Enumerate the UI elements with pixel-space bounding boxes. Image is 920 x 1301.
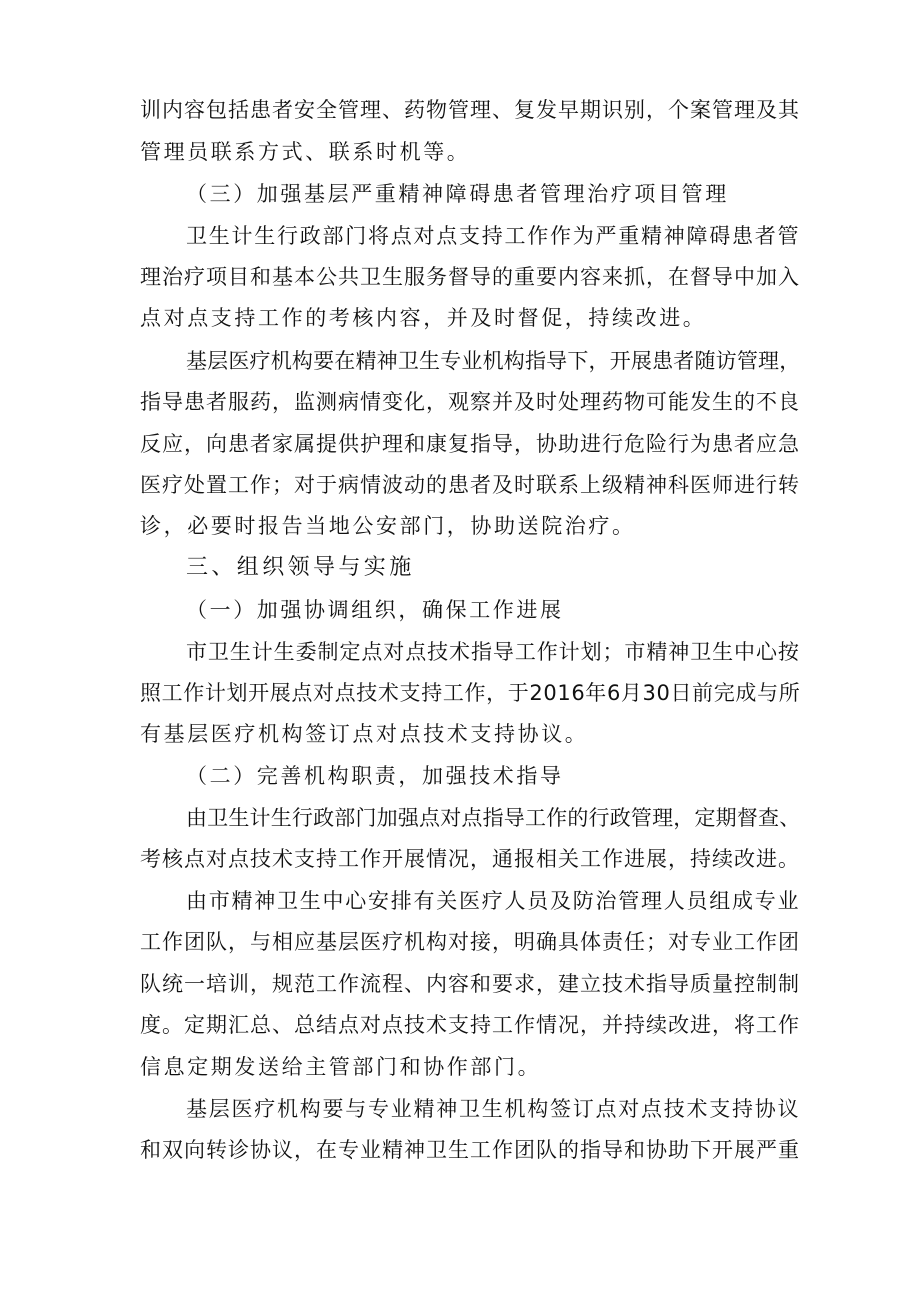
subsection-heading-2: （二）完善机构职责，加强技术指导 [186,764,564,788]
section-heading-3: 三、组织领导与实施 [186,555,415,580]
text-line-21: 工作团队，与相应基层医疗机构对接，明确具体责任；对专业工作团 [140,930,800,954]
text-line-18: 由卫生计生行政部门加强点对点指导工作的行政管理，定期督查、 [186,806,801,830]
text-line-6: 点对点支持工作的考核内容，并及时督促，持续改进。 [140,306,707,330]
text-line-15: 照工作计划开展点对点技术支持工作，于2016年6月30日前完成与所 [140,681,801,705]
text-line-24: 信息定期发送给主管部门和协作部门。 [140,1055,542,1079]
text-line-5: 理治疗项目和基本公共卫生服务督导的重要内容来抓，在督导中加入 [140,265,800,289]
text-line-10: 医疗处置工作；对于病情波动的患者及时联系上级精神科医师进行转 [140,473,800,497]
text-line-14: 市卫生计生委制定点对点技术指导工作计划；市精神卫生中心按 [186,640,800,664]
text-line-11: 诊，必要时报告当地公安部门，协助送院治疗。 [140,514,636,538]
text-line-19: 考核点对点技术支持工作开展情况，通报相关工作进展，持续改进。 [140,847,800,871]
text-line-8: 指导患者服药，监测病情变化，观察并及时处理药物可能发生的不良 [140,390,800,414]
text-line-9: 反应，向患者家属提供护理和康复指导，协助进行危险行为患者应急 [140,432,800,456]
subsection-heading-1: （一）加强协调组织，确保工作进展 [186,598,564,622]
text-line-7: 基层医疗机构要在精神卫生专业机构指导下，开展患者随访管理， [186,349,801,373]
text-line-1: 训内容包括患者安全管理、药物管理、复发早期识别，个案管理及其 [140,98,800,122]
text-line-26: 和双向转诊协议，在专业精神卫生工作团队的指导和协助下开展严重 [140,1138,800,1162]
text-line-23: 度。定期汇总、总结点对点技术支持工作情况，并持续改进，将工作 [140,1013,800,1037]
text-line-2: 管理员联系方式、联系时机等。 [140,140,471,164]
subsection-heading-3: （三）加强基层严重精神障碍患者管理治疗项目管理 [186,182,729,206]
text-line-25: 基层医疗机构要与专业精神卫生机构签订点对点技术支持协议 [186,1097,801,1121]
text-line-4: 卫生计生行政部门将点对点支持工作作为严重精神障碍患者管 [186,224,801,248]
text-line-22: 队统一培训，规范工作流程、内容和要求，建立技术指导质量控制制 [140,972,800,996]
text-line-20: 由市精神卫生中心安排有关医疗人员及防治管理人员组成专业 [186,889,801,913]
text-line-16: 有基层医疗机构签订点对点技术支持协议。 [140,722,589,746]
